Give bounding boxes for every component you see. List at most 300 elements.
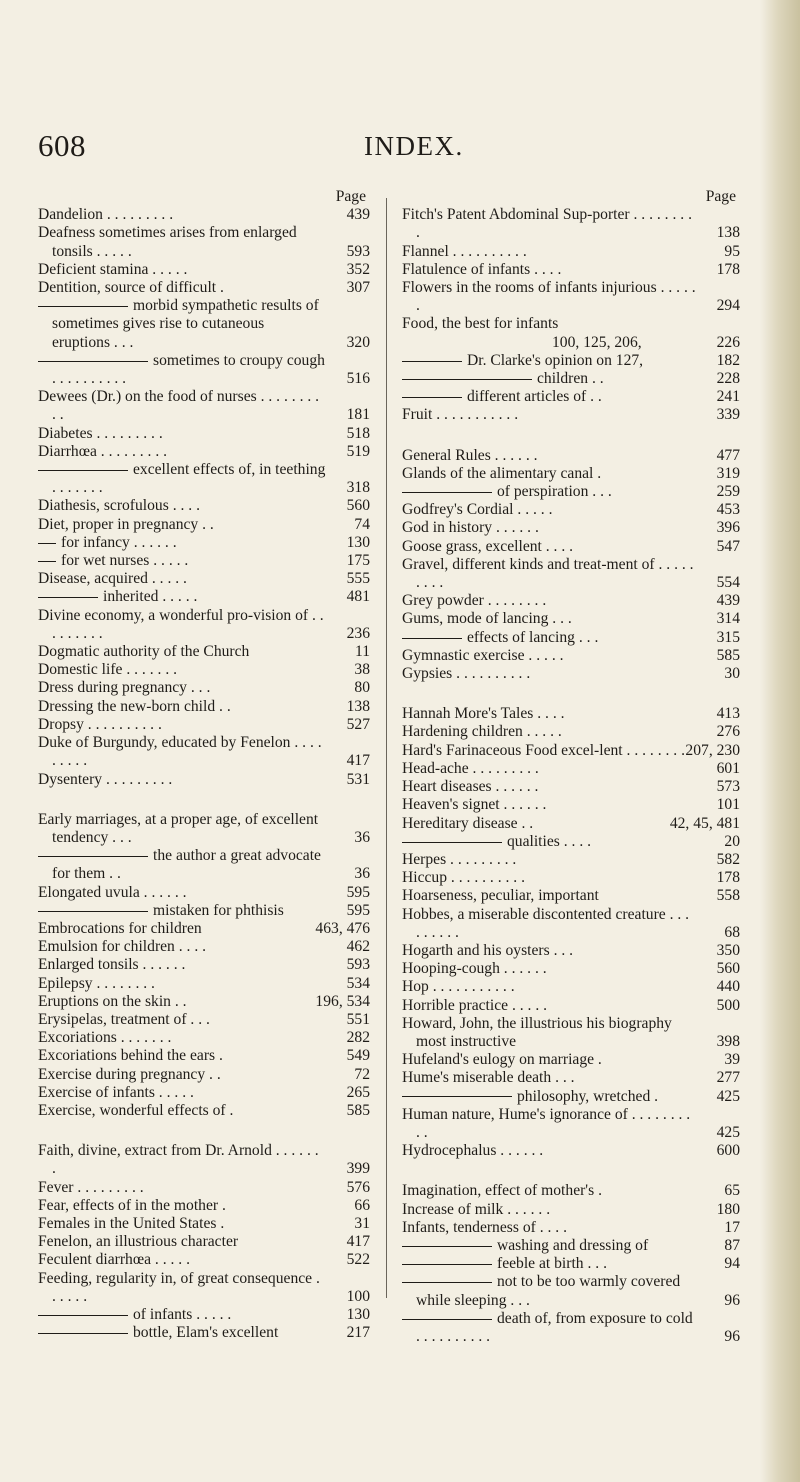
index-entry — [38, 1047, 370, 1065]
entry-page: 72 — [354, 1065, 370, 1083]
entry-text: Hogarth and his oysters . . . — [402, 941, 574, 959]
entry-page: 413 — [716, 705, 740, 723]
entry-text: Head-ache . . . . . . . . . — [402, 759, 539, 777]
entry-text: Flannel . . . . . . . . . . — [402, 242, 527, 260]
index-entry — [38, 1324, 370, 1342]
entry-text: Gums, mode of lancing . . . — [402, 610, 572, 628]
repeat-dash — [402, 1264, 492, 1265]
section-gap — [38, 1120, 370, 1142]
index-entry — [402, 629, 740, 647]
index-entry — [38, 661, 370, 679]
index-entry — [402, 906, 740, 942]
entry-text: Flatulence of infants . . . . — [402, 260, 562, 278]
index-entry — [402, 665, 740, 683]
repeat-dash — [38, 561, 56, 562]
entry-text: Hardening children . . . . . — [402, 723, 562, 741]
entry-text: Diet, proper in pregnancy . . — [38, 515, 214, 533]
entry-page: 547 — [716, 537, 740, 555]
entry-page: 595 — [346, 883, 370, 901]
entry-page: 477 — [716, 446, 740, 464]
entry-text: Dandelion . . . . . . . . . — [38, 206, 174, 224]
entry-text: feeble at birth . . . — [497, 1255, 607, 1273]
index-entry — [38, 975, 370, 993]
entry-page: 17 — [724, 1218, 740, 1236]
entry-text: Hop . . . . . . . . . . . — [402, 978, 515, 996]
entry-text: excellent effects of, in teething . . . . . . . — [52, 461, 326, 497]
entry-text: qualities . . . . — [507, 832, 592, 850]
entry-text: Imagination, effect of mother's . — [402, 1182, 602, 1200]
entry-page: 318 — [346, 479, 370, 497]
entry-text: Fear, effects of in the mother . — [38, 1196, 226, 1214]
entry-text: inherited . . . . . — [103, 588, 198, 606]
entry-page: 96 — [724, 1327, 740, 1345]
entry-page: 20 — [724, 832, 740, 850]
index-entry — [38, 1306, 370, 1324]
entry-page: 130 — [346, 533, 370, 551]
entry-page: 11 — [354, 643, 370, 661]
index-entry — [402, 1106, 740, 1142]
index-entry — [38, 716, 370, 734]
index-entry — [402, 1015, 740, 1051]
entry-text: Elongated uvula . . . . . . — [38, 883, 187, 901]
index-entry — [38, 956, 370, 974]
index-entry — [402, 815, 740, 833]
entry-text: philosophy, wretched . — [517, 1087, 659, 1105]
entry-page: 396 — [716, 519, 740, 537]
entry-page: 399 — [346, 1160, 370, 1178]
index-entry — [38, 261, 370, 279]
entry-page: 549 — [346, 1047, 370, 1065]
entry-page: 352 — [346, 260, 370, 278]
section-gap — [402, 425, 740, 447]
index-entry — [38, 1179, 370, 1197]
entry-page: 439 — [716, 592, 740, 610]
index-entry — [402, 887, 740, 905]
index-entry — [402, 483, 740, 501]
entry-text: Dress during pregnancy . . . — [38, 679, 211, 697]
index-entry — [38, 938, 370, 956]
index-entry — [402, 942, 740, 960]
index-entry — [402, 1273, 740, 1309]
entry-text: the author a great advocate for them . . — [52, 847, 321, 883]
entry-text: for infancy . . . . . . — [61, 533, 177, 551]
entry-page: 101 — [716, 796, 740, 814]
index-entry — [38, 607, 370, 643]
entry-page: 573 — [716, 778, 740, 796]
index-entry — [38, 570, 370, 588]
entry-page: 558 — [716, 887, 740, 905]
index-column-left — [38, 188, 370, 1342]
entry-page: 320 — [346, 333, 370, 351]
entry-page: 551 — [346, 1010, 370, 1028]
entry-page: 339 — [716, 406, 740, 424]
index-entry — [38, 847, 370, 883]
index-entry — [402, 978, 740, 996]
entry-page: 294 — [716, 297, 740, 315]
index-entry — [402, 352, 740, 370]
repeat-dash — [38, 470, 128, 471]
index-entry — [38, 920, 370, 938]
entry-text: Epilepsy . . . . . . . . — [38, 974, 155, 992]
entry-page: 527 — [346, 715, 370, 733]
entry-page: 259 — [716, 483, 740, 501]
entry-page: 138 — [716, 224, 740, 242]
index-entry — [402, 370, 740, 388]
repeat-dash — [38, 306, 128, 307]
index-entry — [38, 297, 370, 352]
index-entry — [402, 723, 740, 741]
index-entry — [38, 1084, 370, 1102]
repeat-dash — [402, 1282, 492, 1283]
index-entry — [38, 734, 370, 770]
entry-text: Food, the best for infants — [402, 315, 559, 333]
entry-page: 282 — [346, 1029, 370, 1047]
entry-page: 453 — [716, 501, 740, 519]
index-entry — [38, 425, 370, 443]
index-entry — [402, 388, 740, 406]
index-entry — [402, 760, 740, 778]
index-entry — [402, 206, 740, 242]
entry-text: Dropsy . . . . . . . . . . — [38, 715, 162, 733]
index-entry — [38, 1215, 370, 1233]
entry-page: 178 — [716, 869, 740, 887]
entry-text: Gypsies . . . . . . . . . . — [402, 665, 531, 683]
entry-text: Fenelon, an illustrious character — [38, 1233, 239, 1251]
entry-text: General Rules . . . . . . — [402, 446, 538, 464]
index-entry — [38, 279, 370, 297]
entry-text: of infants . . . . . — [133, 1305, 232, 1323]
index-entry — [38, 771, 370, 789]
entry-page: 66 — [354, 1196, 370, 1214]
entry-page: 319 — [716, 464, 740, 482]
repeat-dash — [402, 1319, 492, 1320]
entry-text: Glands of the alimentary canal . — [402, 464, 602, 482]
index-entry — [38, 679, 370, 697]
entry-page: 593 — [346, 242, 370, 260]
entry-text: Goose grass, excellent . . . . — [402, 537, 574, 555]
repeat-dash — [402, 842, 502, 843]
entry-text: God in history . . . . . . — [402, 519, 539, 537]
entry-page: 31 — [354, 1214, 370, 1232]
entry-page: 417 — [346, 752, 370, 770]
entry-page: 307 — [346, 279, 370, 297]
repeat-dash — [38, 543, 56, 544]
entry-page: 425 — [716, 1123, 740, 1141]
entry-page: 68 — [724, 923, 740, 941]
entry-page: 30 — [724, 665, 740, 683]
index-entry — [402, 261, 740, 279]
entry-text: Dewees (Dr.) on the food of nurses . . . . . . . . . . — [38, 388, 320, 424]
index-entry — [402, 465, 740, 483]
index-entry — [38, 497, 370, 515]
entry-page: 130 — [346, 1305, 370, 1323]
entry-text: Diathesis, scrofulous . . . . — [38, 497, 200, 515]
entry-text: Gymnastic exercise . . . . . — [402, 646, 564, 664]
entry-page: 440 — [716, 978, 740, 996]
entry-text: Hume's miserable death . . . — [402, 1069, 575, 1087]
entry-page: 425 — [716, 1087, 740, 1105]
index-entry — [38, 1270, 370, 1306]
entry-text: of perspiration . . . — [497, 483, 612, 501]
index-entry — [402, 243, 740, 261]
page-column-heading: Page — [335, 188, 366, 205]
entry-page: 277 — [716, 1069, 740, 1087]
entry-text: washing and dressing of — [497, 1236, 649, 1254]
entry-text: morbid sympathetic results of sometimes gives rise to cutaneous eruptions . . . — [52, 297, 319, 351]
index-entry — [402, 1201, 740, 1219]
entry-page: 576 — [346, 1178, 370, 1196]
index-entry — [38, 388, 370, 424]
entry-page: 585 — [716, 646, 740, 664]
index-entry — [402, 1255, 740, 1273]
entry-text: Godfrey's Cordial . . . . . — [402, 501, 553, 519]
index-entry — [38, 1029, 370, 1047]
entry-page: 241 — [716, 388, 740, 406]
entry-page: 36 — [354, 865, 370, 883]
entry-text: death of, from exposure to cold . . . . . . . . . . — [416, 1309, 693, 1345]
page-edge-shadow — [760, 0, 800, 1482]
entry-page: 175 — [346, 552, 370, 570]
entry-text: for wet nurses . . . . . — [61, 552, 189, 570]
entry-page: 39 — [724, 1051, 740, 1069]
entry-page: 217 — [346, 1324, 370, 1342]
index-entry — [38, 588, 370, 606]
entry-text: Gravel, different kinds and treat-ment of . . . . . . . . . — [402, 555, 694, 592]
index-entry — [402, 833, 740, 851]
index-entry — [402, 997, 740, 1015]
entry-page: 522 — [346, 1251, 370, 1269]
entry-text: Eruptions on the skin . . — [38, 992, 187, 1010]
index-entry — [402, 279, 740, 315]
index-entry — [402, 796, 740, 814]
entry-text: Feculent diarrhœa . . . . . — [38, 1251, 190, 1269]
entry-text: Flowers in the rooms of infants injurious . . . . . . — [402, 279, 696, 315]
entry-text: Exercise, wonderful effects of . — [38, 1101, 234, 1119]
entry-text: Horrible practice . . . . . — [402, 996, 548, 1014]
index-entry — [402, 960, 740, 978]
index-entry — [38, 1233, 370, 1251]
entry-page: 207, 230 — [685, 741, 740, 759]
entry-page: 181 — [346, 406, 370, 424]
entry-text: Hydrocephalus . . . . . . — [402, 1142, 544, 1160]
repeat-dash — [38, 856, 148, 857]
entry-page: 96 — [724, 1291, 740, 1309]
entry-text: Feeding, regularity in, of great consequence . . . . . . — [38, 1269, 320, 1305]
repeat-dash — [402, 1096, 512, 1097]
entry-text: mistaken for phthisis — [153, 901, 284, 919]
index-entry — [38, 884, 370, 902]
index-entry — [402, 556, 740, 592]
index-entry — [402, 315, 740, 333]
entry-page: 519 — [346, 442, 370, 460]
index-entry — [38, 443, 370, 461]
index-entry — [402, 501, 740, 519]
entry-text: Females in the United States . — [38, 1214, 225, 1232]
entry-text: Emulsion for children . . . . — [38, 938, 207, 956]
entry-text: Dressing the new-born child . . — [38, 697, 231, 715]
entry-page: 265 — [346, 1083, 370, 1101]
index-entry — [38, 1251, 370, 1269]
index-entry — [402, 1142, 740, 1160]
page-column-heading: Page — [705, 188, 736, 205]
index-entry — [38, 1142, 370, 1178]
entry-text: Diarrhœa . . . . . . . . . — [38, 442, 168, 460]
entry-page: 80 — [354, 679, 370, 697]
entry-page: 42, 45, 481 — [669, 814, 740, 832]
entry-text: bottle, Elam's excellent — [133, 1324, 279, 1342]
entry-page: 531 — [346, 770, 370, 788]
entry-text: different articles of . . — [467, 388, 602, 406]
entry-page: 36 — [354, 828, 370, 846]
index-entry — [402, 334, 740, 352]
entry-text: sometimes to croupy cough . . . . . . . . . . — [52, 351, 325, 388]
entry-text: Dogmatic authority of the Church — [38, 643, 250, 661]
entry-text: Howard, John, the illustrious his biography most instructive — [402, 1014, 672, 1050]
index-entry — [402, 1182, 740, 1200]
index-entry — [38, 516, 370, 534]
index-entry — [402, 1237, 740, 1255]
entry-text: not to be too warmly covered while sleeping . . . — [416, 1273, 681, 1309]
index-entry — [402, 851, 740, 869]
index-entry — [38, 811, 370, 847]
entry-text: Infants, tenderness of . . . . — [402, 1218, 567, 1236]
entry-page: 595 — [346, 901, 370, 919]
entry-text: 100, 125, 206, — [552, 333, 642, 351]
index-entry — [38, 224, 370, 260]
index-entry — [38, 552, 370, 570]
entry-text: Heaven's signet . . . . . . — [402, 796, 547, 814]
entry-text: Hobbes, a miserable discontented creature . . . . . . . . . — [402, 905, 690, 941]
repeat-dash — [402, 379, 532, 380]
entry-text: Disease, acquired . . . . . — [38, 570, 187, 588]
entry-page: 534 — [346, 974, 370, 992]
entry-text: Embrocations for children — [38, 919, 202, 937]
index-entry — [402, 1088, 740, 1106]
entry-text: Exercise of infants . . . . . — [38, 1083, 194, 1101]
entry-text: Heart diseases . . . . . . — [402, 778, 539, 796]
entry-page: 314 — [716, 610, 740, 628]
entry-page: 276 — [716, 723, 740, 741]
index-entry — [38, 902, 370, 920]
entry-text: Diabetes . . . . . . . . . — [38, 424, 163, 442]
entry-text: Erysipelas, treatment of . . . — [38, 1010, 210, 1028]
column-divider — [386, 198, 387, 1298]
entry-page: 601 — [716, 759, 740, 777]
index-entry — [38, 1066, 370, 1084]
entry-page: 463, 476 — [315, 919, 370, 937]
repeat-dash — [402, 638, 462, 639]
repeat-dash — [38, 597, 98, 598]
repeat-dash — [38, 361, 148, 362]
entry-text: Hannah More's Tales . . . . — [402, 705, 565, 723]
entry-page: 585 — [346, 1101, 370, 1119]
index-entry — [402, 742, 740, 760]
entry-text: Hereditary disease . . — [402, 814, 534, 832]
index-entry — [402, 519, 740, 537]
entry-text: Fruit . . . . . . . . . . . — [402, 406, 519, 424]
index-entry — [38, 1011, 370, 1029]
entry-page: 196, 534 — [315, 992, 370, 1010]
index-entry — [402, 592, 740, 610]
entry-page: 182 — [716, 351, 740, 369]
entry-page: 398 — [716, 1032, 740, 1050]
entry-page: 95 — [724, 242, 740, 260]
entry-text: Excoriations . . . . . . . — [38, 1029, 172, 1047]
entry-text: Hoarseness, peculiar, important — [402, 887, 599, 905]
entry-text: Dr. Clarke's opinion on 127, — [467, 351, 644, 369]
repeat-dash — [38, 911, 148, 912]
entry-text: children . . — [537, 370, 604, 388]
entry-page: 65 — [724, 1182, 740, 1200]
repeat-dash — [402, 397, 462, 398]
index-column-right — [402, 188, 740, 1346]
section-gap — [402, 1160, 740, 1182]
entry-page: 100 — [346, 1287, 370, 1305]
entry-page: 439 — [346, 206, 370, 224]
entry-page: 226 — [716, 333, 740, 351]
entry-text: Excoriations behind the ears . — [38, 1047, 223, 1065]
entry-text: Deficient stamina . . . . . — [38, 260, 188, 278]
entry-text: Divine economy, a wonderful pro-vision of . . . . . . . . . — [38, 606, 324, 642]
entry-page: 500 — [716, 996, 740, 1014]
repeat-dash — [38, 1333, 128, 1334]
index-entry — [38, 206, 370, 224]
index-entry — [402, 447, 740, 465]
section-gap — [402, 683, 740, 705]
entry-page: 593 — [346, 956, 370, 974]
entry-text: Hard's Farinaceous Food excel-lent . . . . . . . . — [402, 741, 685, 759]
index-entry — [402, 647, 740, 665]
entry-page: 560 — [346, 497, 370, 515]
entry-text: Dentition, source of difficult . — [38, 279, 224, 297]
index-entry — [402, 538, 740, 556]
entry-page: 560 — [716, 960, 740, 978]
entry-text: Grey powder . . . . . . . . — [402, 592, 547, 610]
page-title: INDEX. — [364, 131, 464, 161]
index-entry — [38, 534, 370, 552]
repeat-dash — [402, 361, 462, 362]
index-entry — [402, 1310, 740, 1346]
entry-page: 417 — [346, 1233, 370, 1251]
entry-text: Domestic life . . . . . . . — [38, 661, 178, 679]
entry-page: 74 — [354, 515, 370, 533]
entry-text: Fever . . . . . . . . . — [38, 1178, 144, 1196]
entry-text: Increase of milk . . . . . . — [402, 1200, 551, 1218]
entry-text: Hufeland's eulogy on marriage . — [402, 1051, 602, 1069]
entry-page: 600 — [716, 1142, 740, 1160]
section-gap — [38, 789, 370, 811]
page-number: 608 — [38, 128, 86, 163]
entry-text: Duke of Burgundy, educated by Fenelon . . . . . . . . . — [38, 734, 322, 770]
entry-page: 178 — [716, 260, 740, 278]
entry-page: 87 — [724, 1236, 740, 1254]
repeat-dash — [402, 492, 492, 493]
entry-page: 38 — [354, 661, 370, 679]
repeat-dash — [402, 1246, 492, 1247]
entry-page: 555 — [346, 570, 370, 588]
index-entry — [38, 1102, 370, 1120]
index-entry — [402, 406, 740, 424]
entry-page: 350 — [716, 941, 740, 959]
entry-text: Exercise during pregnancy . . — [38, 1065, 221, 1083]
entry-text: Dysentery . . . . . . . . . — [38, 770, 173, 788]
index-entry — [402, 610, 740, 628]
repeat-dash — [38, 1315, 128, 1316]
entry-text: Early marriages, at a proper age, of excellent tendency . . . — [38, 810, 319, 846]
entry-page: 518 — [346, 424, 370, 442]
index-entry — [38, 461, 370, 497]
index-entry — [38, 993, 370, 1011]
